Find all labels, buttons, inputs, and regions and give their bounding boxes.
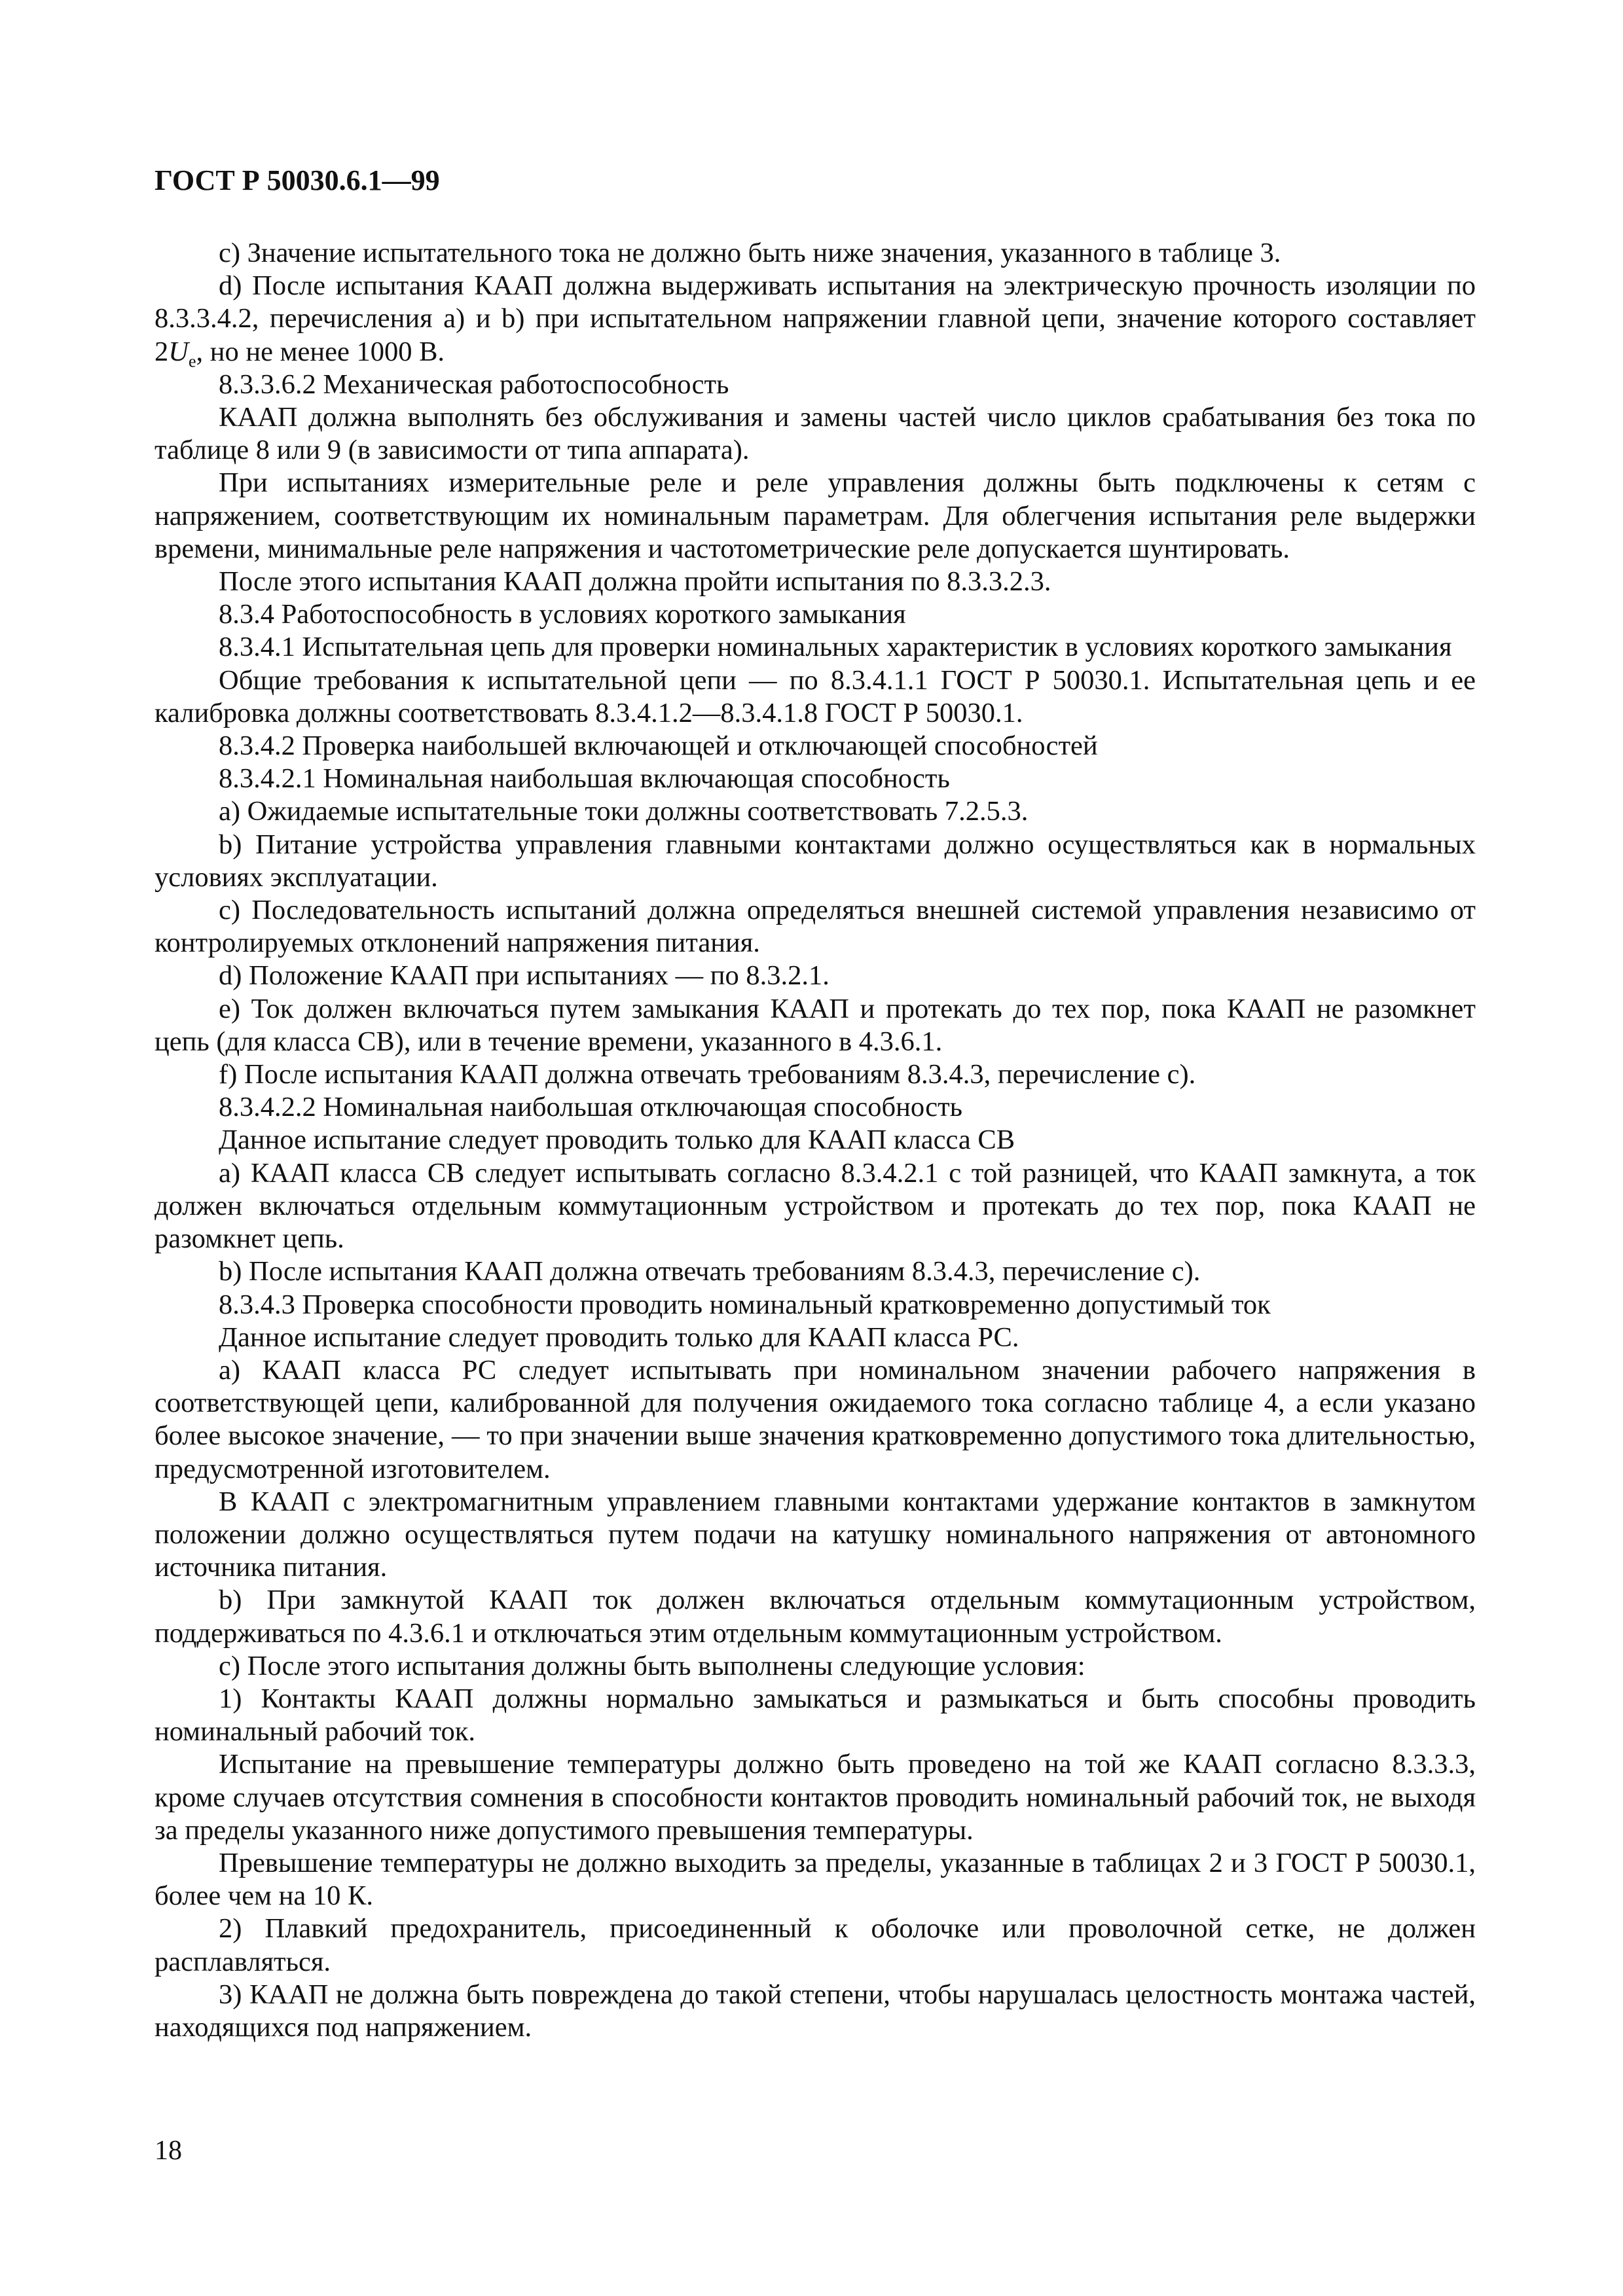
paragraph: с) Значение испытательного тока не должно быть ниже значения, указанного в таблице 3.: [219, 238, 1281, 268]
paragraph: 3) КААП не должна быть повреждена до такой степени, чтобы нарушалась целостность монтажа частей, находящихся под напряжением.: [155, 1979, 1476, 2043]
formula-text-before: d) После испытания КААП должна выдерживать испытания на электрическую прочность изоляции по 8.3.3.4.2, перечисления а) и b) при испытательном напряжении главной цепи, значение которого составляет 2: [155, 270, 1476, 367]
paragraph: КААП должна выполнять без обслуживания и замены частей число циклов срабатывания без тока по таблице 8 или 9 (в зависимости от типа аппарата).: [155, 402, 1476, 466]
paragraph: 8.3.4 Работоспособность в условиях короткого замыкания: [219, 599, 906, 630]
paragraph: 8.3.3.6.2 Механическая работоспособность: [219, 368, 729, 400]
paragraph: 8.3.4.2.2 Номинальная наибольшая отключающая способность: [219, 1092, 963, 1123]
paragraph: b) Питание устройства управления главными контактами должно осуществляться как в нормальных условиях эксплуатации.: [155, 829, 1476, 893]
paragraph: Данное испытание следует проводить только для КААП класса СВ: [219, 1124, 1015, 1156]
paragraph: В КААП с электромагнитным управлением главными контактами удержание контактов в замкнутом положении должно осуществляться путем подачи на катушку номинального напряжения от автономного источника питания.: [155, 1486, 1476, 1583]
paragraph: 8.3.4.3 Проверка способности проводить номинальный кратковременно допустимый ток: [219, 1289, 1271, 1320]
formula-text-after: , но не менее 1000 В.: [196, 336, 445, 367]
paragraph: Общие требования к испытательной цепи — по 8.3.4.1.1 ГОСТ Р 50030.1. Испытательная цепь и ее калибровка должны соответствовать 8.3.4.1.2—8.3.4.1.8 ГОСТ Р 50030.1.: [155, 664, 1476, 728]
paragraph: 2) Плавкий предохранитель, присоединенный к оболочке или проволочной сетке, не должен расплавляться.: [155, 1913, 1476, 1977]
paragraph: 8.3.4.2.1 Номинальная наибольшая включающая способность: [219, 763, 950, 795]
paragraph: Испытание на превышение температуры должно быть проведено на той же КААП согласно 8.3.3.3, кроме случаев отсутствия сомнения в способности контактов проводить номинальный рабочий ток, не выходя за пределы указанного ниже допустимого превышения температуры.: [155, 1749, 1476, 1846]
paragraph: а) КААП класса СВ следует испытывать согласно 8.3.4.2.1 с той разницей, что КААП замкнута, а ток должен включаться отдельным коммутационным устройством и протекать до тех пор, пока КААП не разомкнет цепь.: [155, 1157, 1476, 1255]
paragraph: Превышение температуры не должно выходить за пределы, указанные в таблицах 2 и 3 ГОСТ Р 50030.1, более чем на 10 К.: [155, 1847, 1476, 1912]
paragraph: Данное испытание следует проводить только для КААП класса РС.: [219, 1321, 1019, 1353]
paragraph-with-formula: [155, 270, 1476, 371]
paragraph: 1) Контакты КААП должны нормально замыкаться и размыкаться и быть способны проводить номинальный рабочий ток.: [155, 1683, 1476, 1748]
paragraph: После этого испытания КААП должна пройти испытания по 8.3.3.2.3.: [219, 566, 1051, 598]
paragraph: b) После испытания КААП должна отвечать требованиям 8.3.4.3, перечисление с).: [219, 1256, 1201, 1287]
paragraph: е) Ток должен включаться путем замыкания КААП и протекать до тех пор, пока КААП не разомкнет цепь (для класса СВ), или в течение времени, указанного в 4.3.6.1.: [155, 993, 1476, 1057]
document-header: ГОСТ Р 50030.6.1—99: [155, 164, 440, 196]
paragraph: 8.3.4.1 Испытательная цепь для проверки номинальных характеристик в условиях короткого замыкания: [219, 632, 1452, 663]
body-text: [155, 237, 1476, 2044]
paragraph: При испытаниях измерительные реле и реле управления должны быть подключены к сетям с напряжением, соответствующим их номинальным параметрам. Для облегчения испытания реле выдержки времени, минимальные реле напряжения и частотометрические реле допускается шунтировать.: [155, 467, 1476, 564]
paragraph: с) После этого испытания должны быть выполнены следующие условия:: [219, 1650, 1085, 1681]
page-number: 18: [155, 2136, 182, 2166]
voltage-symbol: U: [168, 336, 189, 367]
paragraph: а) КААП класса РС следует испытывать при номинальном значении рабочего напряжения в соответствующей цепи, калиброванной для получения ожидаемого тока согласно таблице 4, а если указано более высокое значение, — то при значении выше значения кратковременно допустимого тока длительностью, предусмотренной изготовителем.: [155, 1354, 1476, 1484]
paragraph: 8.3.4.2 Проверка наибольшей включающей и отключающей способностей: [219, 730, 1098, 762]
voltage-subscript: e: [188, 351, 196, 371]
paragraph: d) Положение КААП при испытаниях — по 8.3.2.1.: [219, 960, 830, 992]
paragraph: а) Ожидаемые испытательные токи должны соответствовать 7.2.5.3.: [219, 796, 1029, 827]
paragraph: с) Последовательность испытаний должна определяться внешней системой управления независимо от контролируемых отклонений напряжения питания.: [155, 895, 1476, 959]
paragraph: b) При замкнутой КААП ток должен включаться отдельным коммутационным устройством, поддерживаться по 4.3.6.1 и отключаться этим отдельным коммутационным устройством.: [155, 1585, 1476, 1649]
paragraph: f) После испытания КААП должна отвечать требованиям 8.3.4.3, перечисление с).: [219, 1059, 1196, 1090]
